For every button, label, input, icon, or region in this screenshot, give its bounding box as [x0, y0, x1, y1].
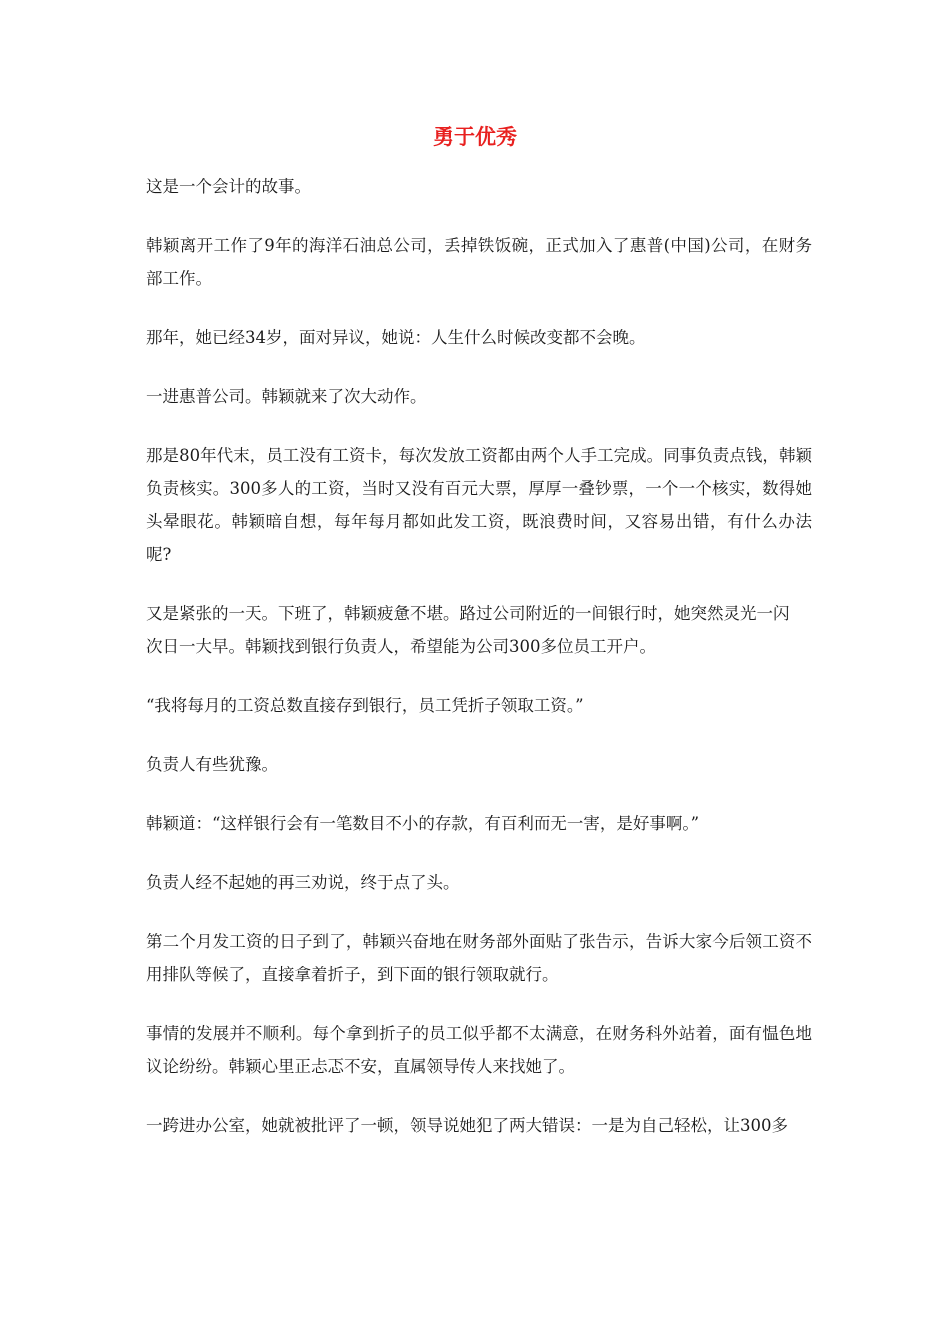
- document-title: 勇于优秀: [433, 125, 517, 149]
- paragraph-1: 这是一个会计的故事。: [146, 177, 311, 196]
- paragraph-12: 第二个月发工资的日子到了，韩颖兴奋地在财务部外面贴了张告示，告诉大家今后领工资不用排队等候了，直接拿着折子，到下面的银行领取就行。: [146, 932, 812, 984]
- paragraph-11: 负责人经不起她的再三劝说，终于点了头。: [146, 873, 460, 892]
- paragraph-14: 一跨进办公室，她就被批评了一顿，领导说她犯了两大错误：一是为自己轻松，让300多: [146, 1116, 788, 1135]
- paragraph-9: 负责人有些犹豫。: [146, 755, 278, 774]
- paragraph-8: “我将每月的工资总数直接存到银行，员工凭折子领取工资。”: [146, 696, 584, 715]
- document-body: [146, 170, 812, 1142]
- paragraph-13: 事情的发展并不顺利。每个拿到折子的员工似乎都不太满意，在财务科外站着，面有愠色地议论纷纷。韩颖心里正忐忑不安，直属领导传人来找她了。: [146, 1024, 812, 1076]
- paragraph-2: 韩颖离开工作了9年的海洋石油总公司，丢掉铁饭碗，正式加入了惠普(中国)公司，在财务部工作。: [146, 236, 812, 288]
- paragraph-6: 又是紧张的一天。下班了，韩颖疲惫不堪。路过公司附近的一间银行时，她突然灵光一闪: [146, 604, 790, 623]
- paragraph-4: 一进惠普公司。韩颖就来了次大动作。: [146, 387, 427, 406]
- paragraph-3: 那年，她已经34岁，面对异议，她说：人生什么时候改变都不会晚。: [146, 328, 646, 347]
- paragraph-10: 韩颖道：“这样银行会有一笔数目不小的存款，有百利而无一害，是好事啊。”: [146, 814, 700, 833]
- paragraph-7: 次日一大早。韩颖找到银行负责人，希望能为公司300多位员工开户。: [146, 637, 656, 656]
- paragraph-5: 那是80年代末，员工没有工资卡，每次发放工资都由两个人手工完成。同事负责点钱，韩颖负责核实。300多人的工资，当时又没有百元大票，厚厚一叠钞票，一个一个核实，数得她头晕眼花。韩颖暗自想，每年每月都如此发工资，既浪费时间，又容易出错，有什么办法呢?: [146, 446, 812, 564]
